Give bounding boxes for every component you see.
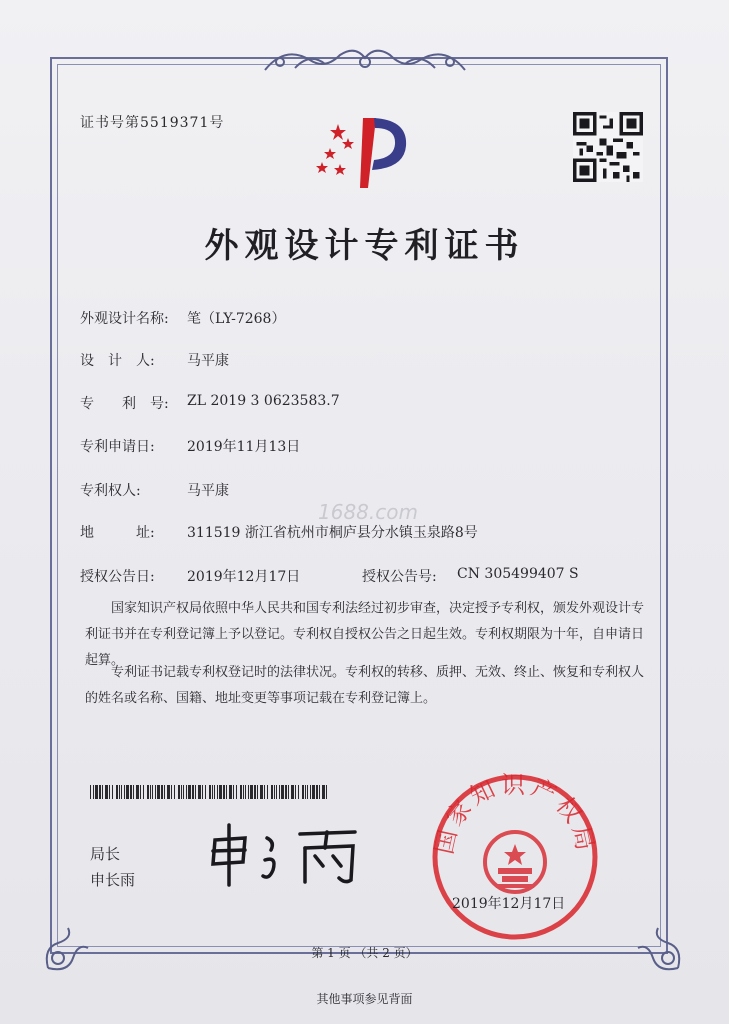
barcode-icon <box>90 785 330 799</box>
certificate-number: 证书号第5519371号 <box>80 115 225 131</box>
watermark: 1688.com <box>318 500 418 524</box>
director-name: 申长雨 <box>90 871 136 889</box>
filing-date-label: 专利申请日: <box>80 439 155 455</box>
director-title: 局长 <box>90 845 121 863</box>
page-number: 第 1 页 （共 2 页） <box>311 946 418 960</box>
patentee-label: 专利权人: <box>80 483 141 499</box>
address-label: 地 址: <box>80 525 155 541</box>
top-ornament-icon <box>255 40 475 80</box>
announce-number-value: CN 305499407 S <box>457 566 579 582</box>
announce-date-label: 授权公告日: <box>80 569 155 585</box>
qr-code-icon <box>573 112 643 182</box>
filing-date-value: 2019年11月13日 <box>187 439 301 455</box>
designer-label: 设 计 人: <box>80 353 155 369</box>
patent-number-value: ZL 2019 3 0623583.7 <box>187 393 340 409</box>
designer-value: 马平康 <box>187 353 229 369</box>
handwritten-signature-icon <box>205 820 365 890</box>
certificate-title: 外观设计专利证书 <box>204 226 525 266</box>
body-paragraph-1: 国家知识产权局依照中华人民共和国专利法经过初步审查，决定授予专利权，颁发外观设计专利证书并在专利登记簿上予以登记。专利权自授权公告之日起生效。专利权期限为十年，自申请日起算。 <box>85 601 645 668</box>
svg-text:国家知识产权局: 国家知识产权局 <box>430 772 600 857</box>
announce-number-label: 授权公告号: <box>362 569 437 585</box>
body-paragraph-2: 专利证书记载专利权登记时的法律状况。专利权的转移、质押、无效、终止、恢复和专利权人的姓名或名称、国籍、地址变更等事项记载在专利登记簿上。 <box>85 665 645 706</box>
patentee-value: 马平康 <box>187 483 229 499</box>
design-name-label: 外观设计名称: <box>80 311 169 327</box>
official-seal-icon <box>430 772 600 942</box>
footer-note: 其他事项参见背面 <box>316 992 413 1006</box>
announce-date-value: 2019年12月17日 <box>187 569 301 585</box>
cnipa-emblem-icon <box>308 110 418 190</box>
design-name-value: 笔（LY-7268） <box>187 311 286 327</box>
patent-number-label: 专 利 号: <box>80 396 169 412</box>
address-value: 311519 浙江省杭州市桐庐县分水镇玉泉路8号 <box>187 525 478 541</box>
seal-date: 2019年12月17日 <box>452 896 566 912</box>
